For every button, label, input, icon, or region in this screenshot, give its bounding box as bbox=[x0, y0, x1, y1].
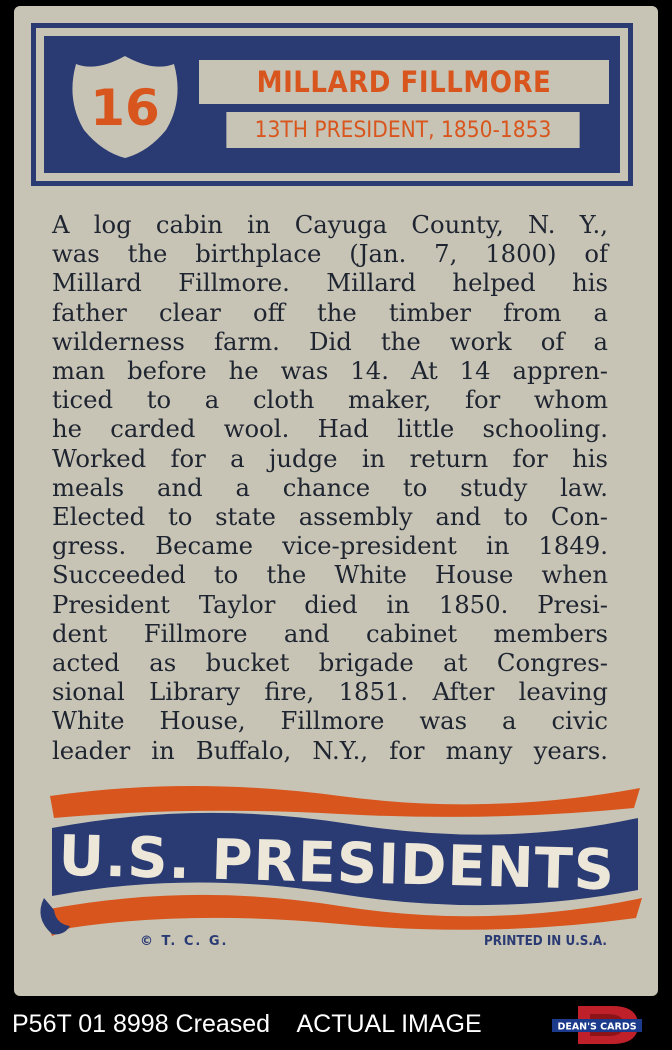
copyright-mark: © T. C. G. bbox=[140, 934, 229, 949]
biography-line: sional Library fire, 1851. After leaving bbox=[52, 677, 608, 707]
president-name: MILLARD FILLMORE bbox=[199, 60, 609, 104]
card-header-panel bbox=[44, 36, 620, 173]
biography-line: White House, Fillmore was a civic bbox=[52, 706, 608, 736]
biography-line: man before he was 14. At 14 appren- bbox=[52, 356, 608, 386]
president-term: 13TH PRESIDENT, 1850-1853 bbox=[226, 112, 579, 148]
banner-text: U.S. PRESIDENTS bbox=[57, 823, 616, 904]
card-header bbox=[31, 23, 633, 186]
biography-line: Elected to state assembly and to Con- bbox=[52, 502, 608, 532]
route-shield-icon bbox=[66, 50, 184, 160]
biography-line: father clear off the timber from a bbox=[52, 297, 608, 327]
card-number: 16 bbox=[90, 79, 160, 137]
deans-cards-logo[interactable] bbox=[550, 1004, 644, 1046]
logo-text: DEAN'S CARDS bbox=[557, 1021, 637, 1033]
biography-line: acted as bucket brigade at Congres- bbox=[52, 648, 608, 678]
biography-line: meals and a chance to study law. bbox=[52, 472, 608, 502]
biography-line: leader in Buffalo, N.Y., for many years. bbox=[52, 735, 608, 765]
biography-text bbox=[52, 210, 608, 765]
biography-line: he carded wool. Had little schooling. bbox=[52, 414, 608, 444]
biography-line: President Taylor died in 1850. Presi- bbox=[52, 589, 608, 619]
biography-line: ticed to a cloth maker, for whom bbox=[52, 385, 608, 415]
printed-in-usa: PRINTED IN U.S.A. bbox=[484, 934, 607, 949]
biography-line: was the birthplace (Jan. 7, 1800) of bbox=[52, 239, 608, 269]
biography-line: wilderness farm. Did the work of a bbox=[52, 326, 608, 356]
biography-line: gress. Became vice-president in 1849. bbox=[52, 531, 608, 561]
trading-card-back bbox=[14, 6, 658, 996]
biography-line: Worked for a judge in return for his bbox=[52, 443, 608, 473]
biography-line: dent Fillmore and cabinet members bbox=[52, 618, 608, 648]
biography-line: Millard Fillmore. Millard helped his bbox=[52, 268, 608, 298]
listing-caption: P56T 01 8998 Creased ACTUAL IMAGE bbox=[12, 1010, 482, 1038]
biography-line: A log cabin in Cayuga County, N. Y., bbox=[52, 210, 608, 239]
us-presidents-banner bbox=[30, 778, 644, 938]
biography-line: Succeeded to the White House when bbox=[52, 560, 608, 590]
